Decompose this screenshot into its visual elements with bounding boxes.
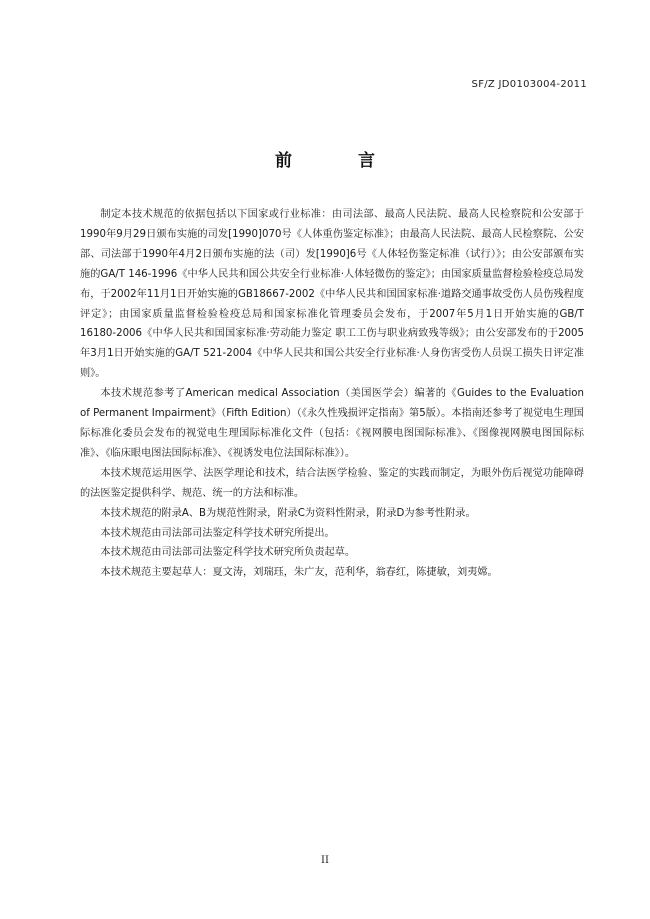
document-code: SF/Z JD0103004-2011 (471, 79, 587, 90)
page-title: 前 言 (275, 151, 405, 171)
preface-body (80, 205, 584, 583)
paragraph-appendices: 本技术规范的附录A、B为规范性附录，附录C为资料性附录，附录D为参考性附录。 (100, 507, 476, 519)
paragraph-drafter-org: 本技术规范由司法部司法鉴定科学技术研究所负责起草。 (100, 547, 356, 559)
paragraph-references: 本技术规范参考了American medical Association（美国医学会）编著的《Guides to the Evaluation of Permanent Impairment》（Fifth Edition）（《永久性残损评定指南》第5版）。本指南还参考了视觉电生理国际标准化委员会发布的视觉电生理国际标准化文件（包括：《视网膜电图国际标准》、《图像视网膜电图国际标准》、《临床眼电图法国际标准》、《视诱发电位法国际标准》）。 (80, 388, 584, 459)
paragraph-methodology: 本技术规范运用医学、法医学理论和技术，结合法医学检验、鉴定的实践而制定，为眼外伤后视觉功能障碍的法医鉴定提供科学、规范、统一的方法和标准。 (80, 467, 584, 499)
paragraph-proposer: 本技术规范由司法部司法鉴定科学技术研究所提出。 (100, 527, 335, 539)
paragraph-standards-basis: 制定本技术规范的依据包括以下国家或行业标准：由司法部、最高人民法院、最高人民检察院和公安部于1990年9月29日颁布实施的司发[1990]070号《人体重伤鉴定标准》；由最高人民法院、最高人民检察院、公安部、司法部于1990年4月2日颁布实施的法（司）发[1990]6号《人体轻伤鉴定标准（试行）》；由公安部颁布实施的GA/T 146-1996《中华人民共和国公共安全行业标准·人体轻微伤的鉴定》；由国家质量监督检验检疫总局发布，于2002年11月1日开始实施的GB18667-2002《中华人民共和国国家标准·道路交通事故受伤人员伤残程度评定》；由国家质量监督检验检疫总局和国家标准化管理委员会发布，于2007年5月1日开始实施的GB/T 16180-2006《中华人民共和国国家标准·劳动能力鉴定 职工工伤与职业病致残等级》；由公安部发布的于2005年3月1日开始实施的GA/T 521-2004《中华人民共和国公共安全行业标准·人身伤害受伤人员误工损失日评定准则》。 (80, 209, 584, 380)
page-number: II (321, 855, 329, 866)
paragraph-drafters: 本技术规范主要起草人：夏文涛，刘瑞珏，朱广友，范利华，翁春红，陈捷敏，刘夷嫦。 (100, 567, 498, 579)
